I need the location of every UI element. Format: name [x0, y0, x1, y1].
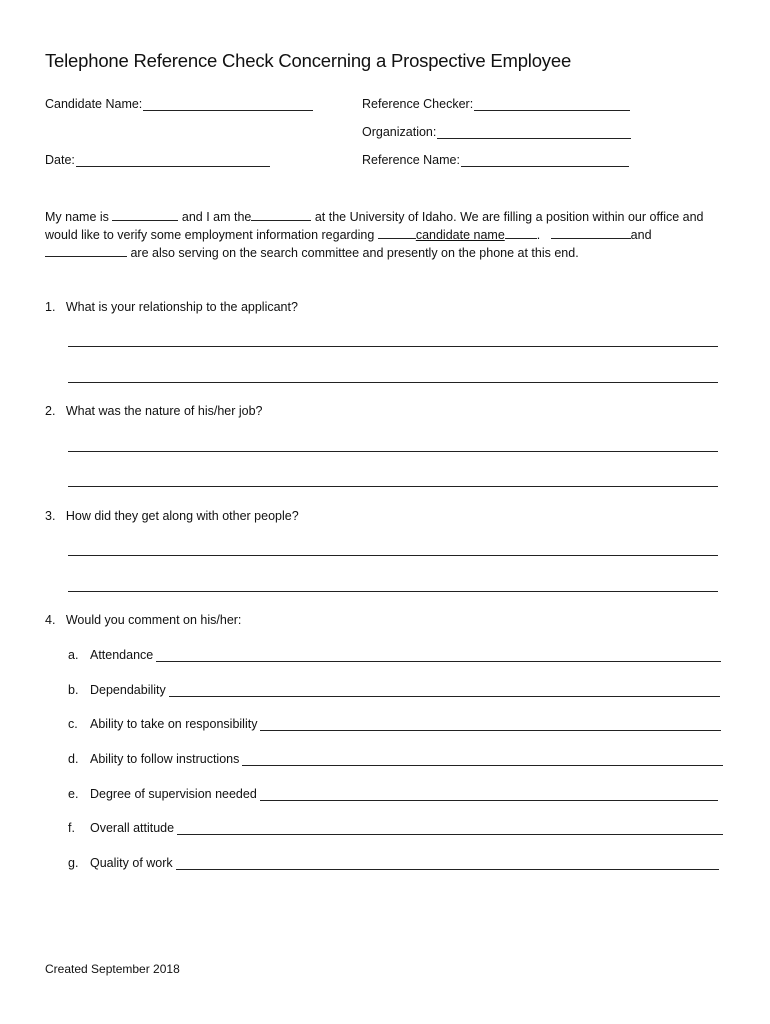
committee-member-blank-2[interactable] [45, 244, 127, 257]
subitem-label: Overall attitude [90, 821, 175, 835]
answer-line[interactable] [68, 382, 718, 383]
subitem-line[interactable] [242, 753, 723, 766]
question-2 [45, 404, 263, 418]
organization-label: Organization: [362, 125, 437, 139]
caller-title-blank[interactable] [251, 208, 311, 221]
subitem-letter: e. [68, 787, 79, 801]
candidate-blank-right[interactable] [505, 226, 537, 239]
intro-paragraph [45, 208, 735, 262]
answer-line[interactable] [68, 486, 718, 487]
candidate-name-field[interactable] [45, 97, 313, 111]
reference-name-field[interactable] [362, 153, 629, 167]
question-3 [45, 509, 299, 523]
subitem-line[interactable] [260, 718, 721, 731]
subitem-overall-attitude[interactable] [68, 821, 723, 835]
candidate-name-label: Candidate Name: [45, 97, 143, 111]
subitem-letter: a. [68, 648, 79, 662]
footer-created-date: Created September 2018 [45, 962, 180, 976]
subitem-letter: f. [68, 821, 75, 835]
subitem-responsibility[interactable] [68, 717, 721, 731]
intro-text-1: My name is [45, 210, 109, 224]
intro-text-5: and [630, 228, 652, 242]
subitem-line[interactable] [260, 788, 718, 801]
intro-text-2: and I am the [181, 210, 252, 224]
question-number: 1. [45, 300, 56, 314]
organization-field[interactable] [362, 125, 631, 139]
subitem-line[interactable] [169, 684, 720, 697]
subitem-letter: c. [68, 717, 78, 731]
organization-line[interactable] [437, 125, 631, 139]
subitem-label: Ability to follow instructions [90, 752, 240, 766]
subitem-dependability[interactable] [68, 683, 720, 697]
intro-text-6: are also serving on the search committee and presently on the phone at this end. [130, 246, 579, 260]
reference-checker-line[interactable] [474, 97, 630, 111]
question-text: What was the nature of his/her job? [65, 404, 263, 418]
candidate-blank-left[interactable] [378, 226, 416, 239]
form-title: Telephone Reference Check Concerning a Prospective Employee [45, 50, 572, 71]
answer-line[interactable] [68, 591, 718, 592]
subitem-quality-of-work[interactable] [68, 856, 719, 870]
subitem-label: Degree of supervision needed [90, 787, 257, 801]
intro-text-4: . [536, 228, 541, 242]
date-line[interactable] [76, 153, 270, 167]
question-text: Would you comment on his/her: [65, 613, 242, 627]
answer-line[interactable] [68, 346, 718, 347]
question-1 [45, 300, 298, 314]
question-4 [45, 613, 241, 627]
subitem-supervision[interactable] [68, 787, 718, 801]
subitem-letter: d. [68, 752, 79, 766]
reference-name-line[interactable] [461, 153, 629, 167]
reference-checker-label: Reference Checker: [362, 97, 474, 111]
question-text: How did they get along with other people? [65, 509, 299, 523]
subitem-line[interactable] [177, 822, 723, 835]
subitem-letter: g. [68, 856, 79, 870]
caller-name-blank[interactable] [112, 208, 178, 221]
date-field[interactable] [45, 153, 270, 167]
subitem-label: Ability to take on responsibility [90, 717, 258, 731]
candidate-name-placeholder: candidate name [415, 228, 505, 242]
reference-checker-field[interactable] [362, 97, 630, 111]
question-number: 3. [45, 509, 56, 523]
subitem-follow-instructions[interactable] [68, 752, 723, 766]
candidate-name-line[interactable] [143, 97, 313, 111]
question-text: What is your relationship to the applicant? [65, 300, 298, 314]
date-label: Date: [45, 153, 75, 167]
committee-member-blank-1[interactable] [551, 226, 631, 239]
answer-line[interactable] [68, 555, 718, 556]
answer-line[interactable] [68, 451, 718, 452]
intro-text-3: at the University of Idaho. We are filling a position within our office and would like to verify some employment information regarding [45, 210, 704, 242]
question-number: 4. [45, 613, 56, 627]
subitem-attendance[interactable] [68, 648, 721, 662]
reference-name-label: Reference Name: [362, 153, 460, 167]
subitem-line[interactable] [176, 857, 719, 870]
subitem-label: Dependability [90, 683, 166, 697]
subitem-line[interactable] [156, 649, 721, 662]
subitem-label: Quality of work [90, 856, 173, 870]
subitem-label: Attendance [90, 648, 154, 662]
question-number: 2. [45, 404, 56, 418]
subitem-letter: b. [68, 683, 79, 697]
